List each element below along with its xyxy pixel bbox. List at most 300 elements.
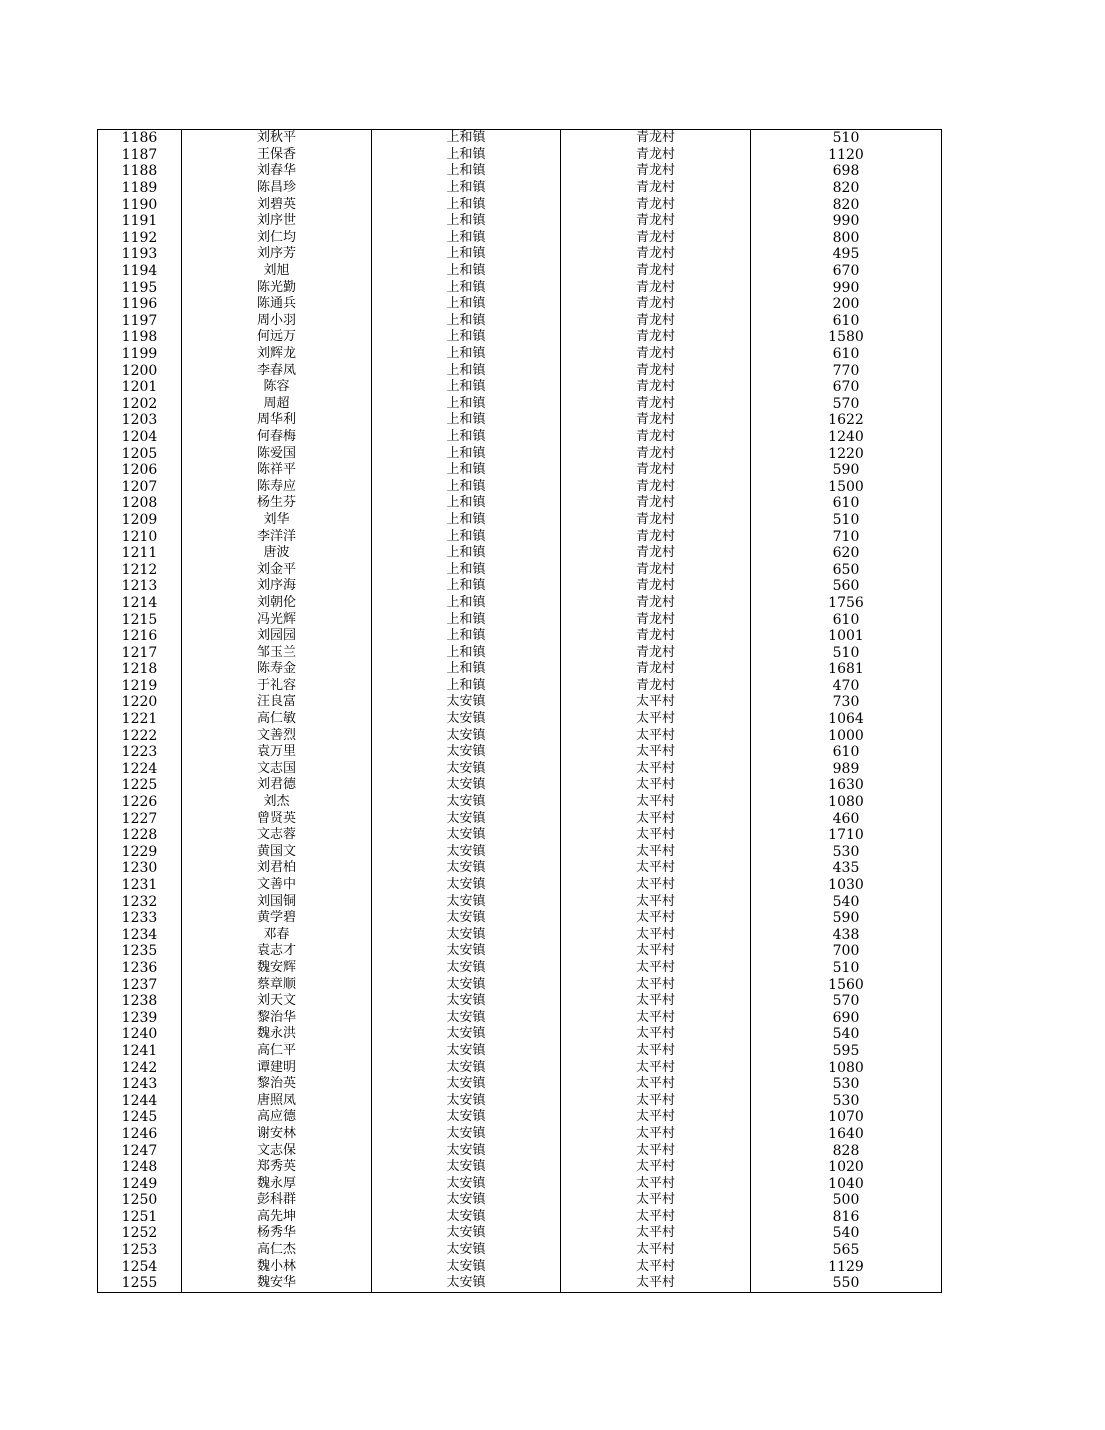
amount-cell: 530 [751,1076,942,1093]
name-cell: 邓春 [182,927,372,944]
town-cell: 上和镇 [372,213,561,230]
row-number-cell: 1234 [98,927,182,944]
row-number-cell: 1203 [98,412,182,429]
row-number-cell: 1231 [98,877,182,894]
table-row [98,230,942,247]
amount-cell: 530 [751,1092,942,1109]
village-cell: 太平村 [561,976,751,993]
village-cell: 太平村 [561,744,751,761]
town-cell: 上和镇 [372,644,561,661]
name-cell: 何远万 [182,329,372,346]
village-cell: 太平村 [561,993,751,1010]
village-cell: 青龙村 [561,196,751,213]
table-row [98,727,942,744]
town-cell: 太安镇 [372,860,561,877]
name-cell: 谭建明 [182,1059,372,1076]
town-cell: 上和镇 [372,296,561,313]
name-cell: 黎治华 [182,1009,372,1026]
town-cell: 太安镇 [372,1076,561,1093]
amount-cell: 820 [751,180,942,197]
town-cell: 太安镇 [372,794,561,811]
amount-cell: 560 [751,578,942,595]
village-cell: 太平村 [561,711,751,728]
amount-cell: 1681 [751,661,942,678]
amount-cell: 670 [751,263,942,280]
name-cell: 刘碧英 [182,196,372,213]
table-row [98,163,942,180]
town-cell: 上和镇 [372,578,561,595]
town-cell: 上和镇 [372,263,561,280]
row-number-cell: 1221 [98,711,182,728]
amount-cell: 610 [751,495,942,512]
table-row [98,993,942,1010]
name-cell: 何春梅 [182,429,372,446]
row-number-cell: 1194 [98,263,182,280]
town-cell: 上和镇 [372,196,561,213]
name-cell: 文善中 [182,877,372,894]
town-cell: 太安镇 [372,1225,561,1242]
table-row [98,976,942,993]
row-number-cell: 1190 [98,196,182,213]
village-cell: 太平村 [561,1076,751,1093]
row-number-cell: 1253 [98,1242,182,1259]
village-cell: 青龙村 [561,678,751,695]
table-row [98,346,942,363]
name-cell: 袁志才 [182,943,372,960]
town-cell: 上和镇 [372,379,561,396]
village-cell: 青龙村 [561,628,751,645]
row-number-cell: 1200 [98,362,182,379]
amount-cell: 590 [751,910,942,927]
village-cell: 太平村 [561,877,751,894]
name-cell: 陈寿金 [182,661,372,678]
town-cell: 上和镇 [372,230,561,247]
name-cell: 陈寿应 [182,478,372,495]
amount-cell: 770 [751,362,942,379]
table-row [98,462,942,479]
table-row [98,860,942,877]
table-row [98,595,942,612]
amount-cell: 698 [751,163,942,180]
amount-cell: 495 [751,246,942,263]
village-cell: 青龙村 [561,213,751,230]
town-cell: 上和镇 [372,495,561,512]
row-number-cell: 1192 [98,230,182,247]
village-cell: 太平村 [561,927,751,944]
amount-cell: 510 [751,644,942,661]
amount-cell: 1500 [751,478,942,495]
row-number-cell: 1248 [98,1159,182,1176]
row-number-cell: 1227 [98,810,182,827]
row-number-cell: 1236 [98,960,182,977]
town-cell: 太安镇 [372,1159,561,1176]
row-number-cell: 1199 [98,346,182,363]
name-cell: 刘序海 [182,578,372,595]
table-row [98,180,942,197]
amount-cell: 1622 [751,412,942,429]
table-row [98,761,942,778]
row-number-cell: 1250 [98,1192,182,1209]
town-cell: 上和镇 [372,561,561,578]
town-cell: 上和镇 [372,329,561,346]
village-cell: 青龙村 [561,329,751,346]
amount-cell: 1070 [751,1109,942,1126]
table-row [98,877,942,894]
amount-cell: 816 [751,1209,942,1226]
amount-cell: 1020 [751,1159,942,1176]
town-cell: 太安镇 [372,1109,561,1126]
row-number-cell: 1242 [98,1059,182,1076]
row-number-cell: 1254 [98,1258,182,1275]
row-number-cell: 1229 [98,844,182,861]
village-cell: 青龙村 [561,379,751,396]
name-cell: 魏永厚 [182,1175,372,1192]
name-cell: 陈容 [182,379,372,396]
table-row [98,1059,942,1076]
village-cell: 青龙村 [561,279,751,296]
name-cell: 李春凤 [182,362,372,379]
amount-cell: 820 [751,196,942,213]
row-number-cell: 1210 [98,528,182,545]
name-cell: 刘国铜 [182,893,372,910]
row-number-cell: 1211 [98,545,182,562]
village-cell: 青龙村 [561,412,751,429]
amount-cell: 570 [751,396,942,413]
village-cell: 青龙村 [561,661,751,678]
row-number-cell: 1205 [98,445,182,462]
town-cell: 太安镇 [372,960,561,977]
amount-cell: 1630 [751,777,942,794]
village-cell: 太平村 [561,794,751,811]
village-cell: 青龙村 [561,313,751,330]
name-cell: 唐波 [182,545,372,562]
village-cell: 青龙村 [561,130,751,147]
amount-cell: 1064 [751,711,942,728]
table-row [98,263,942,280]
town-cell: 太安镇 [372,1242,561,1259]
table-row [98,678,942,695]
amount-cell: 990 [751,279,942,296]
row-number-cell: 1212 [98,561,182,578]
amount-cell: 435 [751,860,942,877]
table-row [98,744,942,761]
village-cell: 太平村 [561,1109,751,1126]
village-cell: 青龙村 [561,495,751,512]
name-cell: 黎治英 [182,1076,372,1093]
amount-cell: 1580 [751,329,942,346]
town-cell: 上和镇 [372,445,561,462]
table-row [98,711,942,728]
row-number-cell: 1198 [98,329,182,346]
town-cell: 上和镇 [372,462,561,479]
name-cell: 邹玉兰 [182,644,372,661]
amount-cell: 1640 [751,1126,942,1143]
row-number-cell: 1243 [98,1076,182,1093]
row-number-cell: 1216 [98,628,182,645]
table-row [98,1109,942,1126]
row-number-cell: 1232 [98,893,182,910]
town-cell: 上和镇 [372,147,561,164]
row-number-cell: 1252 [98,1225,182,1242]
amount-cell: 460 [751,810,942,827]
table-row [98,396,942,413]
amount-cell: 610 [751,744,942,761]
table-row [98,1009,942,1026]
table-row [98,528,942,545]
amount-cell: 1080 [751,794,942,811]
name-cell: 刘秋平 [182,130,372,147]
table-row [98,644,942,661]
table-row [98,611,942,628]
village-cell: 太平村 [561,1142,751,1159]
table-row [98,445,942,462]
village-cell: 太平村 [561,810,751,827]
amount-cell: 1000 [751,727,942,744]
village-cell: 太平村 [561,1159,751,1176]
town-cell: 太安镇 [372,1142,561,1159]
village-cell: 青龙村 [561,644,751,661]
town-cell: 太安镇 [372,1209,561,1226]
name-cell: 刘君柏 [182,860,372,877]
amount-cell: 510 [751,512,942,529]
roster-table-body [98,130,942,1293]
row-number-cell: 1222 [98,727,182,744]
amount-cell: 1080 [751,1059,942,1076]
village-cell: 太平村 [561,1192,751,1209]
amount-cell: 540 [751,1225,942,1242]
name-cell: 高应德 [182,1109,372,1126]
table-row [98,412,942,429]
village-cell: 太平村 [561,694,751,711]
town-cell: 上和镇 [372,595,561,612]
town-cell: 太安镇 [372,877,561,894]
name-cell: 唐照凤 [182,1092,372,1109]
amount-cell: 540 [751,1026,942,1043]
village-cell: 太平村 [561,727,751,744]
name-cell: 高仁敏 [182,711,372,728]
table-row [98,429,942,446]
row-number-cell: 1188 [98,163,182,180]
name-cell: 冯光辉 [182,611,372,628]
name-cell: 刘序芳 [182,246,372,263]
row-number-cell: 1240 [98,1026,182,1043]
village-cell: 青龙村 [561,346,751,363]
town-cell: 上和镇 [372,528,561,545]
name-cell: 高仁杰 [182,1242,372,1259]
table-row [98,893,942,910]
table-row [98,329,942,346]
town-cell: 太安镇 [372,943,561,960]
name-cell: 刘天文 [182,993,372,1010]
name-cell: 黄国文 [182,844,372,861]
village-cell: 青龙村 [561,528,751,545]
table-row [98,512,942,529]
table-row [98,694,942,711]
name-cell: 彭科群 [182,1192,372,1209]
row-number-cell: 1189 [98,180,182,197]
amount-cell: 530 [751,844,942,861]
amount-cell: 1710 [751,827,942,844]
amount-cell: 610 [751,611,942,628]
row-number-cell: 1208 [98,495,182,512]
row-number-cell: 1245 [98,1109,182,1126]
town-cell: 上和镇 [372,246,561,263]
amount-cell: 570 [751,993,942,1010]
row-number-cell: 1247 [98,1142,182,1159]
town-cell: 太安镇 [372,694,561,711]
name-cell: 刘仁均 [182,230,372,247]
row-number-cell: 1237 [98,976,182,993]
name-cell: 魏安辉 [182,960,372,977]
village-cell: 太平村 [561,1059,751,1076]
table-row [98,578,942,595]
table-row [98,545,942,562]
town-cell: 上和镇 [372,279,561,296]
row-number-cell: 1255 [98,1275,182,1292]
row-number-cell: 1187 [98,147,182,164]
name-cell: 高先坤 [182,1209,372,1226]
village-cell: 太平村 [561,1092,751,1109]
table-row [98,1159,942,1176]
village-cell: 太平村 [561,1258,751,1275]
village-cell: 青龙村 [561,595,751,612]
village-cell: 青龙村 [561,445,751,462]
table-row [98,1092,942,1109]
village-cell: 青龙村 [561,478,751,495]
town-cell: 太安镇 [372,844,561,861]
village-cell: 太平村 [561,1209,751,1226]
row-number-cell: 1193 [98,246,182,263]
village-cell: 太平村 [561,860,751,877]
village-cell: 太平村 [561,1043,751,1060]
town-cell: 太安镇 [372,1026,561,1043]
name-cell: 周华利 [182,412,372,429]
amount-cell: 1756 [751,595,942,612]
village-cell: 青龙村 [561,545,751,562]
village-cell: 青龙村 [561,180,751,197]
village-cell: 太平村 [561,1175,751,1192]
row-number-cell: 1224 [98,761,182,778]
village-cell: 青龙村 [561,611,751,628]
name-cell: 陈光勤 [182,279,372,296]
row-number-cell: 1186 [98,130,182,147]
name-cell: 文志保 [182,1142,372,1159]
town-cell: 上和镇 [372,396,561,413]
name-cell: 于礼容 [182,678,372,695]
table-row [98,313,942,330]
name-cell: 文志蓉 [182,827,372,844]
row-number-cell: 1218 [98,661,182,678]
name-cell: 刘序世 [182,213,372,230]
name-cell: 蔡章顺 [182,976,372,993]
village-cell: 太平村 [561,1225,751,1242]
table-row [98,196,942,213]
amount-cell: 700 [751,943,942,960]
amount-cell: 620 [751,545,942,562]
town-cell: 太安镇 [372,893,561,910]
town-cell: 太安镇 [372,711,561,728]
amount-cell: 650 [751,561,942,578]
village-cell: 太平村 [561,844,751,861]
name-cell: 汪良富 [182,694,372,711]
amount-cell: 510 [751,960,942,977]
row-number-cell: 1196 [98,296,182,313]
table-row [98,1076,942,1093]
amount-cell: 540 [751,893,942,910]
town-cell: 上和镇 [372,346,561,363]
row-number-cell: 1206 [98,462,182,479]
row-number-cell: 1230 [98,860,182,877]
name-cell: 周超 [182,396,372,413]
village-cell: 太平村 [561,761,751,778]
row-number-cell: 1246 [98,1126,182,1143]
village-cell: 青龙村 [561,263,751,280]
row-number-cell: 1233 [98,910,182,927]
village-cell: 太平村 [561,1126,751,1143]
amount-cell: 610 [751,346,942,363]
village-cell: 青龙村 [561,396,751,413]
amount-cell: 470 [751,678,942,695]
amount-cell: 1040 [751,1175,942,1192]
name-cell: 陈爱国 [182,445,372,462]
table-row [98,495,942,512]
amount-cell: 690 [751,1009,942,1026]
name-cell: 杨生芬 [182,495,372,512]
village-cell: 青龙村 [561,163,751,180]
name-cell: 曾贤英 [182,810,372,827]
name-cell: 郑秀英 [182,1159,372,1176]
row-number-cell: 1201 [98,379,182,396]
row-number-cell: 1191 [98,213,182,230]
table-row [98,362,942,379]
village-cell: 青龙村 [561,462,751,479]
name-cell: 魏小林 [182,1258,372,1275]
village-cell: 太平村 [561,910,751,927]
village-cell: 青龙村 [561,230,751,247]
town-cell: 太安镇 [372,727,561,744]
table-row [98,1242,942,1259]
town-cell: 太安镇 [372,1092,561,1109]
town-cell: 上和镇 [372,313,561,330]
amount-cell: 610 [751,313,942,330]
name-cell: 陈昌珍 [182,180,372,197]
table-row [98,213,942,230]
name-cell: 周小羽 [182,313,372,330]
town-cell: 太安镇 [372,1175,561,1192]
table-row [98,1258,942,1275]
name-cell: 魏安华 [182,1275,372,1292]
town-cell: 上和镇 [372,661,561,678]
village-cell: 青龙村 [561,561,751,578]
amount-cell: 1120 [751,147,942,164]
table-row [98,827,942,844]
name-cell: 谢安林 [182,1126,372,1143]
town-cell: 太安镇 [372,927,561,944]
name-cell: 刘金平 [182,561,372,578]
town-cell: 上和镇 [372,611,561,628]
table-row [98,777,942,794]
name-cell: 杨秀华 [182,1225,372,1242]
name-cell: 刘园园 [182,628,372,645]
village-cell: 太平村 [561,777,751,794]
amount-cell: 1001 [751,628,942,645]
amount-cell: 590 [751,462,942,479]
row-number-cell: 1195 [98,279,182,296]
name-cell: 刘春华 [182,163,372,180]
table-row [98,661,942,678]
row-number-cell: 1202 [98,396,182,413]
amount-cell: 990 [751,213,942,230]
